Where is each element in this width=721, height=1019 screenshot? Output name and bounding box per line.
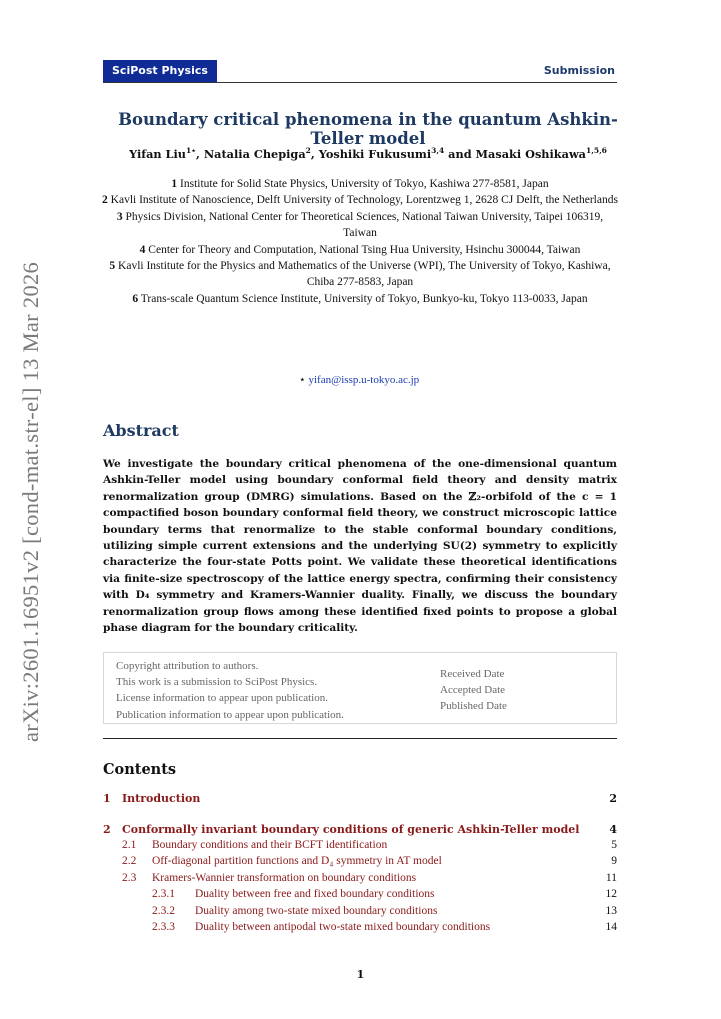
- affiliation-item: [100, 291, 620, 307]
- toc-entry-section-2[interactable]: [103, 823, 617, 839]
- affiliation-number: 1: [171, 178, 178, 190]
- affiliation-number: 2: [102, 194, 108, 207]
- author-name: Yifan Liu: [129, 146, 187, 161]
- copyright-note: Copyright attribution to authors.: [116, 660, 259, 672]
- affiliation-number: 4: [139, 243, 146, 256]
- affiliation-text: Trans-scale Quantum Science Institute, University of Tokyo, Bunkyo-ku, Tokyo 113-0033, Japan: [140, 292, 588, 305]
- toc-title: Conformally invariant boundary conditions of generic Ashkin-Teller model: [122, 823, 580, 836]
- toc-page: 11: [605, 872, 617, 884]
- author-name: Masaki Oshikawa: [475, 146, 587, 161]
- affiliation-item: [100, 176, 620, 192]
- toc-title: Introduction: [122, 792, 201, 805]
- star-marker: ⋆: [298, 374, 306, 386]
- affiliation-number: 6: [132, 292, 139, 305]
- toc-page: 5: [611, 839, 617, 851]
- journal-header: [103, 60, 617, 83]
- toc-number: 2.3.1: [152, 888, 175, 900]
- paper-title: Boundary critical phenomena in the quantum Ashkin-Teller model: [118, 110, 618, 148]
- affiliation-item: [100, 258, 620, 291]
- toc-page: 9: [611, 855, 617, 867]
- author-name: Natalia Chepiga: [203, 146, 306, 161]
- author-affiliation-marker: 1⋆: [186, 146, 196, 155]
- section-divider: [103, 738, 617, 739]
- toc-page: 12: [605, 888, 617, 900]
- toc-entry-introduction[interactable]: [103, 792, 617, 808]
- toc-title: Duality among two-state mixed boundary conditions: [195, 905, 438, 917]
- affiliation-list: [100, 176, 620, 307]
- toc-entry-2-3-3[interactable]: [103, 921, 617, 937]
- accepted-date: Accepted Date: [440, 684, 506, 697]
- toc-title: Off-diagonal partition functions and D₄ symmetry in AT model: [152, 855, 442, 867]
- publication-note: Publication information to appear upon publication.: [116, 708, 344, 721]
- published-date: Published Date: [440, 700, 507, 713]
- abstract-body: We investigate the boundary critical phenomena of the one-dimensional quantum Ashkin-Teller model using boundary conformal field theory and density matrix renormalization group (DMRG) simulations. Based on the ℤ₂-orbifold of the c = 1 compactified boson boundary conformal field theory, we construct microscopic lattice boundary terms that renormalize to the stable conformal boundary conditions, utilizing simple current extensions and the underlying SU(2) symmetry to explicitly characterize the four-state Potts point. We validate these theoretical identifications via finite-size spectroscopy of the lattice energy spectra, confirming their consistency with D₄ symmetry and Kramers-Wannier duality. Finally, we discuss the boundary renormalization group flows among these identified fixed points to propose a global phase diagram for the boundary criticality.: [103, 458, 617, 635]
- submission-note: This work is a submission to SciPost Physics.: [116, 676, 318, 689]
- toc-page: 14: [605, 921, 617, 933]
- received-date: Received Date: [440, 668, 505, 680]
- submission-status: Submission: [543, 64, 615, 77]
- toc-title: Boundary conditions and their BCFT identification: [152, 839, 388, 851]
- affiliation-text: Kavli Institute for the Physics and Mathematics of the Universe (WPI), The University of Tokyo, Kashiwa, Chiba 277-8583, Japan: [118, 260, 611, 289]
- affiliation-item: [100, 192, 620, 208]
- affiliation-item: [100, 242, 620, 258]
- author-list: [103, 146, 633, 161]
- publication-notes: [116, 658, 344, 723]
- toc-number: 1: [103, 792, 111, 805]
- affiliation-number: 5: [109, 260, 116, 273]
- publication-dates: [440, 666, 507, 715]
- publication-info-box: [103, 652, 617, 724]
- corresponding-email: [103, 373, 615, 386]
- toc-number: 2.3.2: [152, 905, 175, 917]
- toc-entry-2-2[interactable]: [103, 855, 617, 871]
- abstract-heading: Abstract: [103, 421, 179, 440]
- toc-page: 4: [609, 823, 617, 836]
- toc-page: 13: [605, 905, 617, 917]
- contents-heading: Contents: [103, 761, 177, 778]
- author-affiliation-marker: 1,5,6: [586, 146, 607, 155]
- toc-number: 2.3: [122, 872, 137, 884]
- arxiv-identifier-stamp: arXiv:2601.16951v2 [cond-mat.str-el] 13 Mar 2026: [18, 261, 43, 742]
- affiliation-number: 3: [116, 210, 123, 223]
- affiliation-text: Physics Division, National Center for Theoretical Sciences, National Taiwan University, Taipei 106319, Taiwan: [125, 210, 604, 240]
- author-affiliation-marker: 2: [305, 146, 311, 155]
- toc-number: 2.1: [122, 839, 137, 851]
- license-note: License information to appear upon publication.: [116, 692, 328, 705]
- toc-entry-2-1[interactable]: [103, 839, 617, 855]
- toc-title: Kramers-Wannier transformation on boundary conditions: [152, 872, 417, 884]
- author-separator: ,: [310, 146, 319, 161]
- toc-entry-2-3-1[interactable]: [103, 888, 617, 904]
- email-link[interactable]: yifan@issp.u-tokyo.ac.jp: [308, 374, 420, 386]
- toc-entry-2-3-2[interactable]: [103, 905, 617, 921]
- author-separator: ,: [195, 146, 204, 161]
- author-separator: and: [444, 146, 476, 161]
- affiliation-text: Center for Theory and Computation, National Tsing Hua University, Hsinchu 300044, Taiwan: [148, 243, 581, 256]
- toc-title: Duality between antipodal two-state mixed boundary conditions: [195, 921, 491, 933]
- toc-title: Duality between free and fixed boundary conditions: [195, 888, 435, 900]
- toc-number: 2: [103, 823, 111, 836]
- page-number: 1: [356, 968, 365, 981]
- journal-badge[interactable]: SciPost Physics: [103, 60, 217, 82]
- affiliation-text: Institute for Solid State Physics, University of Tokyo, Kashiwa 277-8581, Japan: [180, 178, 549, 190]
- toc-page: 2: [609, 792, 617, 805]
- toc-number: 2.3.3: [152, 921, 175, 933]
- toc-entry-2-3[interactable]: [103, 872, 617, 888]
- author-name: Yoshiki Fukusumi: [318, 146, 432, 161]
- toc-number: 2.2: [122, 855, 137, 867]
- affiliation-text: Kavli Institute of Nanoscience, Delft University of Technology, Lorentzweg 1, 2628 CJ Delft, the Netherlands: [110, 194, 618, 207]
- affiliation-item: [100, 209, 620, 242]
- author-affiliation-marker: 3,4: [431, 146, 445, 155]
